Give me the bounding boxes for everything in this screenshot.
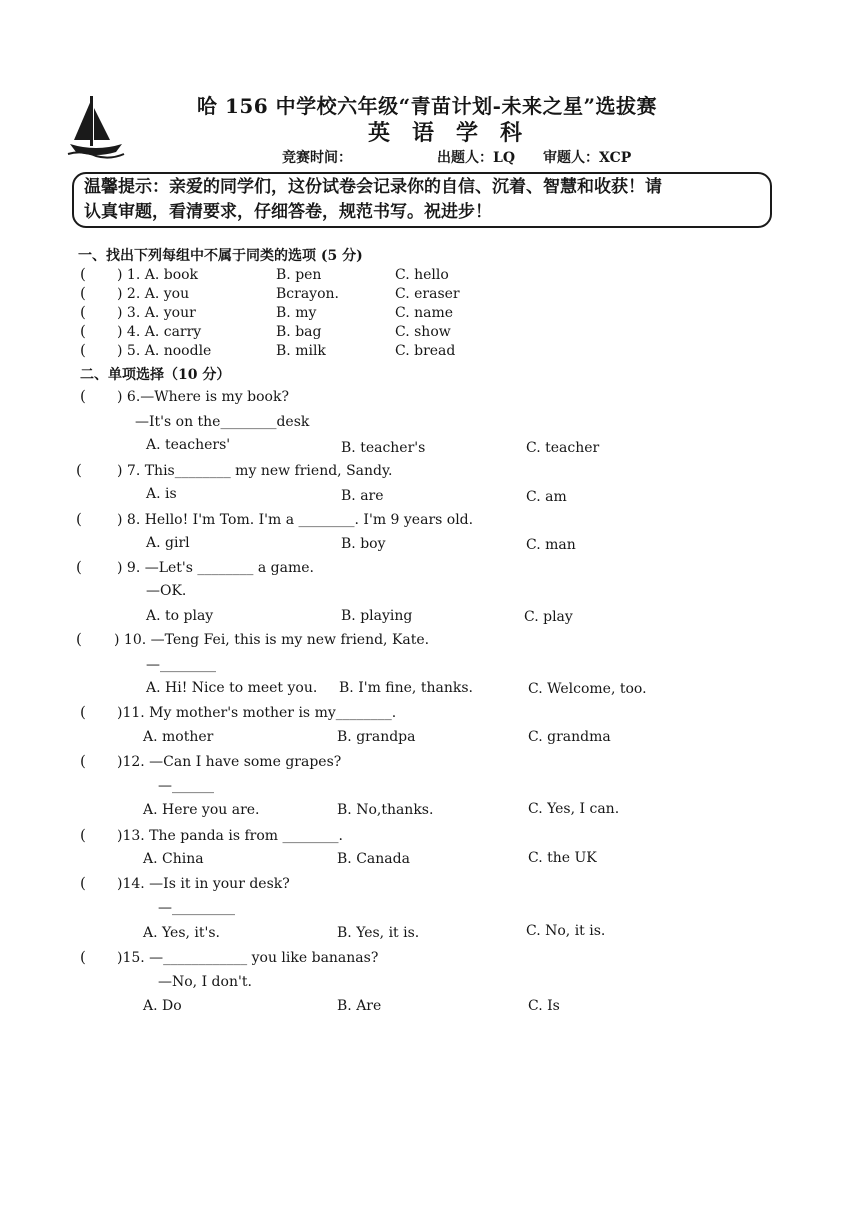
answer-paren[interactable]: ( bbox=[80, 948, 86, 966]
question-option-b: B. my bbox=[276, 305, 317, 321]
question-stem: ) 7. This________ my new friend, Sandy. bbox=[117, 463, 393, 479]
answer-paren[interactable]: ( bbox=[80, 874, 86, 892]
section1-heading: 一、找出下列每组中不属于同类的选项 (5 分) bbox=[78, 248, 363, 264]
option-b: B. boy bbox=[341, 536, 386, 552]
tip-box bbox=[72, 172, 772, 228]
answer-paren[interactable]: ( bbox=[80, 387, 86, 405]
question-option-c: C. eraser bbox=[395, 286, 460, 302]
question-stem: ) 8. Hello! I'm Tom. I'm a ________. I'm 9 years old. bbox=[117, 512, 474, 528]
question-reply: —No, I don't. bbox=[158, 974, 252, 990]
option-b: B. Canada bbox=[337, 851, 410, 867]
answer-paren[interactable]: ( bbox=[80, 303, 86, 321]
question-option-a: ) 4. A. carry bbox=[117, 324, 202, 340]
answer-paren[interactable]: ( bbox=[76, 630, 82, 648]
question-option-c: C. hello bbox=[395, 267, 449, 283]
answer-paren[interactable]: ( bbox=[76, 510, 82, 528]
option-c: C. am bbox=[526, 489, 567, 505]
question-reply: —________ bbox=[146, 657, 216, 673]
question-reply: —______ bbox=[158, 778, 214, 794]
tip-line-1: 温馨提示：亲爱的同学们，这份试卷会记录你的自信、沉着、智慧和收获！请 bbox=[84, 177, 662, 197]
reviewer-label: 审题人：XCP bbox=[543, 150, 632, 166]
question-option-b: Bcrayon. bbox=[276, 286, 339, 302]
option-b: B. playing bbox=[341, 608, 413, 624]
section2-heading: 二、单项选择（10 分） bbox=[80, 367, 231, 383]
answer-paren[interactable]: ( bbox=[76, 558, 82, 576]
option-a: A. is bbox=[146, 486, 177, 502]
option-a: A. mother bbox=[143, 729, 214, 745]
answer-paren[interactable]: ( bbox=[80, 752, 86, 770]
option-c: C. play bbox=[524, 609, 573, 625]
option-a: A. China bbox=[143, 851, 204, 867]
question-stem: )12. —Can I have some grapes? bbox=[117, 754, 342, 770]
option-a: A. girl bbox=[146, 535, 190, 551]
question-stem: )15. —____________ you like bananas? bbox=[117, 950, 379, 966]
author-label: 出题人：LQ bbox=[437, 150, 516, 166]
answer-paren[interactable]: ( bbox=[80, 284, 86, 302]
question-option-b: B. bag bbox=[276, 324, 322, 340]
option-a: A. Hi! Nice to meet you. bbox=[146, 680, 318, 696]
answer-paren[interactable]: ( bbox=[80, 322, 86, 340]
option-c: C. man bbox=[526, 537, 576, 553]
question-stem: ) 9. —Let's ________ a game. bbox=[117, 560, 314, 576]
question-reply: —It's on the________desk bbox=[135, 414, 310, 430]
option-c: C. teacher bbox=[526, 440, 600, 456]
question-option-b: B. pen bbox=[276, 267, 322, 283]
option-a: A. teachers' bbox=[146, 437, 231, 453]
option-a: A. Yes, it's. bbox=[143, 925, 220, 941]
question-option-c: C. bread bbox=[395, 343, 456, 359]
option-c: C. Is bbox=[528, 998, 560, 1014]
option-b: B. Are bbox=[337, 998, 382, 1014]
option-a: A. Here you are. bbox=[143, 802, 260, 818]
question-reply: —OK. bbox=[146, 583, 187, 599]
question-option-c: C. name bbox=[395, 305, 454, 321]
question-option-a: ) 5. A. noodle bbox=[117, 343, 212, 359]
option-c: C. Welcome, too. bbox=[528, 681, 647, 697]
question-stem: ) 10. —Teng Fei, this is my new friend, Kate. bbox=[114, 632, 430, 648]
answer-paren[interactable]: ( bbox=[76, 461, 82, 479]
option-b: B. teacher's bbox=[341, 440, 426, 456]
question-stem: )11. My mother's mother is my________. bbox=[117, 705, 397, 721]
answer-paren[interactable]: ( bbox=[80, 341, 86, 359]
option-b: B. grandpa bbox=[337, 729, 416, 745]
answer-paren[interactable]: ( bbox=[80, 826, 86, 844]
option-a: A. to play bbox=[146, 608, 214, 624]
question-stem: )13. The panda is from ________. bbox=[117, 828, 343, 844]
option-c: C. No, it is. bbox=[526, 923, 606, 939]
question-option-a: ) 3. A. your bbox=[117, 305, 196, 321]
answer-paren[interactable]: ( bbox=[80, 265, 86, 283]
option-b: B. Yes, it is. bbox=[337, 925, 420, 941]
answer-paren[interactable]: ( bbox=[80, 703, 86, 721]
exam-title: 哈 156 中学校六年级“青苗计划-未来之星”选拔赛 bbox=[197, 94, 657, 118]
question-option-a: ) 2. A. you bbox=[117, 286, 190, 302]
option-b: B. I'm fine, thanks. bbox=[339, 680, 473, 696]
question-stem: )14. —Is it in your desk? bbox=[117, 876, 290, 892]
question-option-b: B. milk bbox=[276, 343, 326, 359]
option-b: B. are bbox=[341, 488, 384, 504]
school-logo-icon bbox=[66, 94, 126, 164]
question-reply: —_________ bbox=[158, 900, 235, 916]
option-a: A. Do bbox=[143, 998, 182, 1014]
question-stem: ) 6.—Where is my book? bbox=[117, 389, 289, 405]
tip-line-2: 认真审题，看清要求，仔细答卷，规范书写。祝进步！ bbox=[84, 202, 492, 222]
option-c: C. grandma bbox=[528, 729, 611, 745]
option-b: B. No,thanks. bbox=[337, 802, 434, 818]
question-option-a: ) 1. A. book bbox=[117, 267, 199, 283]
option-c: C. Yes, I can. bbox=[528, 801, 620, 817]
question-option-c: C. show bbox=[395, 324, 451, 340]
time-label: 竞赛时间： bbox=[282, 150, 352, 166]
option-c: C. the UK bbox=[528, 850, 597, 866]
subject-title: 英语学科 bbox=[368, 120, 545, 146]
